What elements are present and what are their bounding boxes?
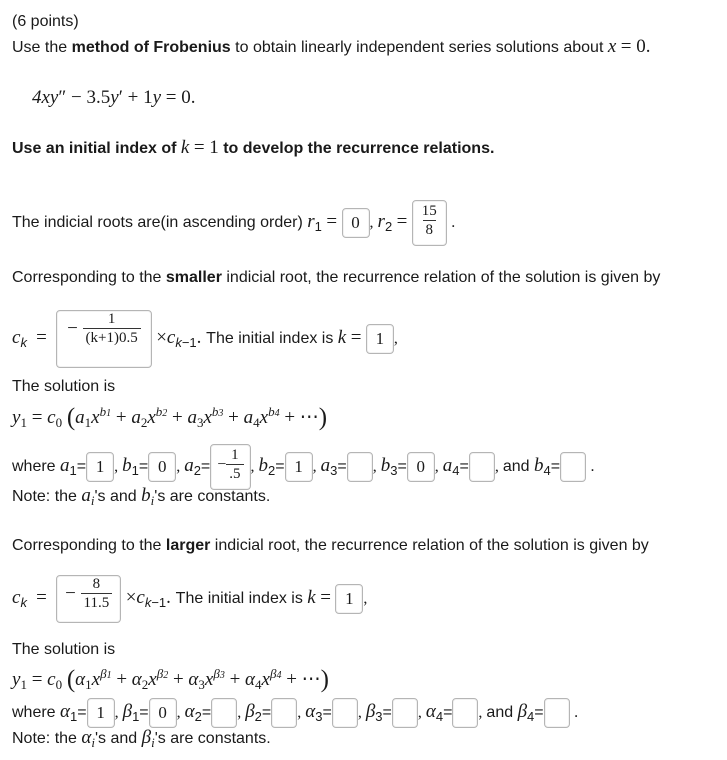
r1-input[interactable]: 0 <box>342 208 370 238</box>
larger-coefficients-line: where $\alpha_1= 1$ , $\beta_1= 0$ , $\alpha_2=$ , $\beta_2=$ , $\alpha_3=$ , $\beta_3=$ , $\alpha_4=$ , and $\beta_4=$ . <box>12 698 578 728</box>
larger-initial-index-input[interactable]: 1 <box>335 584 363 614</box>
a2-input[interactable]: − $\frac{1}{.5}$ <box>210 444 250 490</box>
r2-input[interactable]: $\frac{15}{8}$ <box>412 200 447 246</box>
b1-input[interactable]: 0 <box>148 452 176 482</box>
beta2-input[interactable] <box>271 698 297 728</box>
larger-root-intro: Corresponding to the larger indicial root, the recurrence relation of the solution is given by <box>12 537 649 554</box>
instruction: Use an initial index of k = 1 to develop the recurrence relations. <box>12 137 495 158</box>
a1-input[interactable]: 1 <box>86 452 114 482</box>
smaller-coefficients-line: where $a_1= 1$ , $b_1= 0$ , $a_2=$ − $\frac{1}{.5}$ , $b_2= 1$ , $a_3=$ , $b_3= 0$ , $a_4=$ , and $b_4=$ . <box>12 444 595 490</box>
smaller-solution-label: The solution is <box>12 378 116 395</box>
beta4-input[interactable] <box>544 698 570 728</box>
larger-recurrence-line: $c_k$ = − $\frac{8}{11.5}$ $\times c_{k-1}$. The initial index is k = 1 , <box>12 575 367 623</box>
a3-input[interactable] <box>347 452 373 482</box>
points-label: (6 points) <box>12 13 79 30</box>
indicial-roots-line: The indicial roots are(in ascending order) $r_1 = 0$ , $r_2$ = $\frac{15}{8}$ . <box>12 200 455 246</box>
smaller-root-intro: Corresponding to the smaller indicial root, the recurrence relation of the solution is given by <box>12 269 661 286</box>
alpha2-input[interactable] <box>211 698 237 728</box>
beta1-input[interactable]: 0 <box>149 698 177 728</box>
alpha4-input[interactable] <box>452 698 478 728</box>
beta3-input[interactable] <box>392 698 418 728</box>
larger-solution-label: The solution is <box>12 641 116 658</box>
smaller-note: Note: the $a_i's$ and $b_i's$ are constants. <box>12 485 271 508</box>
frobenius-bold: method of Frobenius <box>71 39 231 56</box>
alpha3-input[interactable] <box>332 698 358 728</box>
larger-solution-formula: $y_1 = c_0$ ($\alpha_1x^{\beta 1} + \alpha_2x^{\beta 2} + \alpha_3x^{\beta 3} + \alpha_4x^{\beta 4}$ + ⋯) <box>12 666 329 693</box>
b2-input[interactable]: 1 <box>285 452 313 482</box>
smaller-recurrence-line: $c_k$ = − $\frac{1}{(k+1)0.5}$ $\times c_{k-1}$. The initial index is k = 1 , <box>12 310 398 368</box>
alpha1-input[interactable]: 1 <box>87 698 115 728</box>
larger-note: Note: the $\alpha_i's$ and $\beta_i's$ are constants. <box>12 727 271 750</box>
ode-equation: 4xy″ − 3.5y′ + 1y = 0. <box>32 87 196 108</box>
smaller-solution-formula: $y_1 = c_0$ ($a_1x^{b1} + a_2x^{b2} + a_3x^{b3} + a_4x^{b4}$ + ⋯) <box>12 404 328 431</box>
larger-recurrence-coef-input[interactable]: − $\frac{8}{11.5}$ <box>56 575 121 623</box>
intro-text: Use the method of Frobenius to obtain linearly independent series solutions about x = 0. <box>12 36 651 57</box>
a4-input[interactable] <box>469 452 495 482</box>
smaller-recurrence-coef-input[interactable]: − $\frac{1}{(k+1)0.5}$ <box>56 310 152 368</box>
smaller-initial-index-input[interactable]: 1 <box>366 324 394 354</box>
b4-input[interactable] <box>560 452 586 482</box>
b3-input[interactable]: 0 <box>407 452 435 482</box>
